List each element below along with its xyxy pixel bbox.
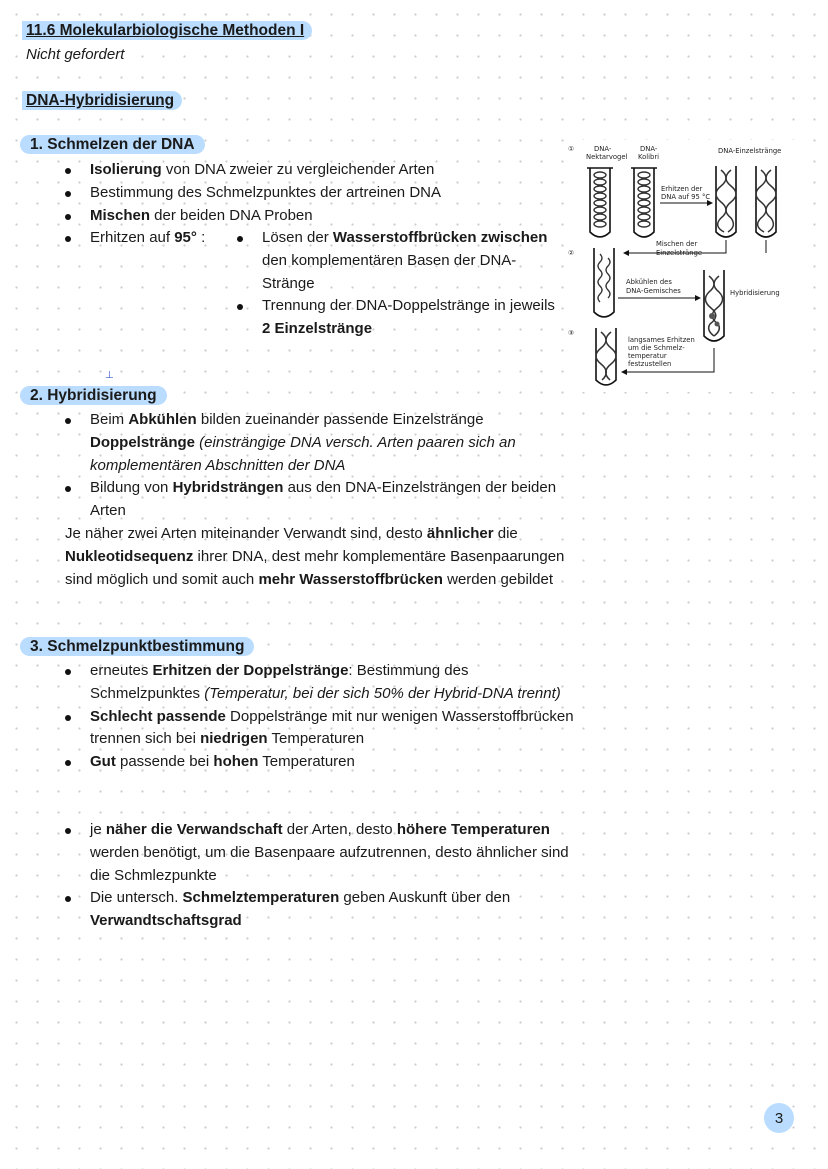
- mix-label-1: Mischen der: [656, 240, 698, 248]
- s1-heading-block: [20, 136, 205, 154]
- slow-heat-label-1: langsames Erhitzen: [628, 336, 695, 344]
- page-title: 11.6 Molekularbiologische Methoden I: [22, 21, 312, 40]
- tube-melting: [596, 328, 616, 385]
- heat-label-1: Erhitzen der: [661, 185, 703, 193]
- s3-list-2: [62, 819, 582, 933]
- list-item: Mischen der beiden DNA Proben: [62, 205, 562, 228]
- list-item: Bildung von Hybridsträngen aus den DNA-Einzelsträngen der beiden Arten: [62, 477, 582, 523]
- slow-heat-label-2: um die Schmelz-: [628, 344, 685, 352]
- s2-paragraph: Je näher zwei Arten miteinander Verwandt sind, desto ähnlicher die Nukleotidsequenz ihrer DNA, dest mehr komplementäre Basenpaarungen sind möglich und somit auch mehr Wasserstoffbrücken werden gebildet: [65, 525, 565, 588]
- list-item: Isolierung von DNA zweier zu vergleichender Arten: [62, 159, 562, 182]
- tube-strands-b: [756, 166, 776, 237]
- s2-list: [62, 409, 582, 523]
- list-item: Lösen der Wasserstoffbrücken zwischen den komplementären Basen der DNA-Stränge: [234, 227, 559, 295]
- list-item: Erhitzen auf 95° :: [62, 227, 562, 250]
- tube-b-label-1: DNA-: [640, 145, 658, 153]
- strands-label: DNA-Einzelstränge: [718, 147, 782, 155]
- s2-heading-block: [20, 387, 167, 405]
- cool-label-2: DNA-Gemisches: [626, 287, 681, 295]
- slow-heat-label-3: temperatur: [628, 352, 667, 360]
- s2-heading: 2. Hybridisierung: [20, 386, 167, 405]
- stray-mark: ⊥: [105, 370, 114, 381]
- heat-label-2: DNA auf 95 °C: [661, 193, 711, 201]
- cool-label-1: Abkühlen des: [626, 278, 672, 286]
- step-3-marker: ③: [568, 329, 575, 337]
- step-2-marker: ②: [568, 249, 575, 257]
- list-item: Beim Abkühlen bilden zueinander passende Einzelstränge Doppelstränge (einsträngige DNA versch. Arten paaren sich an komplementären Abschnitten der DNA: [62, 409, 582, 477]
- page-title-block: [22, 22, 312, 40]
- s3-list: [62, 660, 582, 774]
- step-1-marker: ①: [568, 145, 575, 153]
- page-subtitle: Nicht gefordert: [26, 46, 125, 63]
- list-item: Gut passende bei hohen Temperaturen: [62, 751, 582, 774]
- tube-nektarvogel: [587, 168, 613, 237]
- s3-heading-block: [20, 638, 254, 656]
- hybrid-label: Hybridisierung: [730, 289, 780, 297]
- tube-hybrid: [704, 270, 724, 341]
- tube-a-label-2: Nektarvogel: [586, 153, 628, 161]
- s3-heading: 3. Schmelzpunktbestimmung: [20, 637, 254, 656]
- section-heading: [22, 92, 182, 110]
- tube-b-label-2: Kolibri: [638, 153, 660, 161]
- figure-svg: [564, 140, 796, 392]
- tube-a-label-1: DNA-: [594, 145, 612, 153]
- slow-heat-label-4: festzustellen: [628, 360, 672, 368]
- list-item: Schlecht passende Doppelstränge mit nur wenigen Wasserstoffbrücken trennen sich bei niedrigen Temperaturen: [62, 706, 582, 752]
- s1-heading: 1. Schmelzen der DNA: [20, 135, 205, 154]
- s1-sublist: [234, 227, 559, 341]
- tube-strands-a: [716, 166, 736, 237]
- page-number: 3: [764, 1103, 794, 1133]
- mix-label-2: Einzelstränge: [656, 249, 703, 257]
- section-title: DNA-Hybridisierung: [22, 91, 182, 110]
- list-item: Die untersch. Schmelztemperaturen geben Auskunft über den Verwandtschaftsgrad: [62, 887, 582, 933]
- list-item: Trennung der DNA-Doppelstränge in jeweils 2 Einzelstränge: [234, 295, 559, 341]
- list-item: erneutes Erhitzen der Doppelstränge: Bestimmung des Schmelzpunktes (Temperatur, bei der sich 50% der Hybrid-DNA trennt): [62, 660, 582, 706]
- hybridization-figure: [564, 140, 796, 392]
- list-item: je näher die Verwandschaft der Arten, desto höhere Temperaturen werden benötigt, um die Basenpaare aufzutrennen, desto ähnlicher sind die Schmlezpunkte: [62, 819, 582, 887]
- tube-mixture: [594, 248, 614, 317]
- tube-kolibri: [631, 168, 657, 237]
- list-item: Bestimmung des Schmelzpunktes der artreinen DNA: [62, 182, 562, 205]
